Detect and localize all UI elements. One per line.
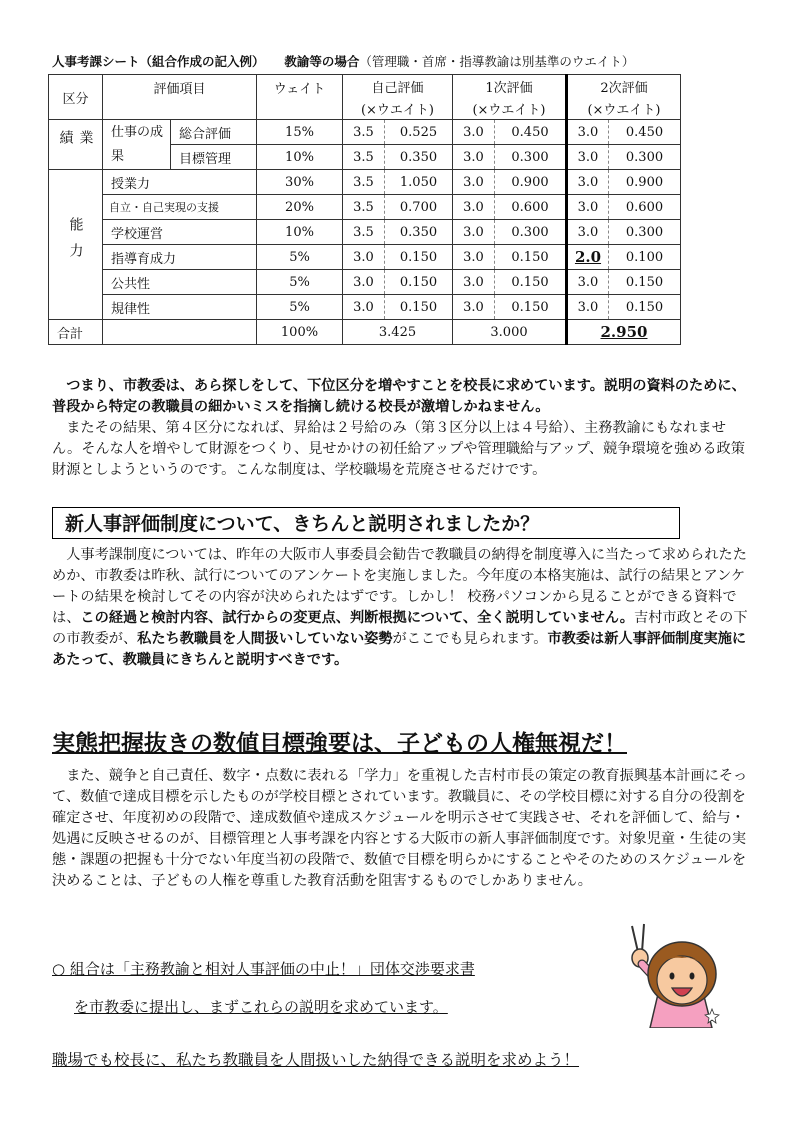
paragraph-2: 人事考課制度については、昨年の大阪市人事委員会勧告で教職員の納得を制度導入に当たって求められたためか、市教委は昨秋、試行についてのアンケートを実施しました。今年度の本格実施は、試行の結果とアンケートの結果を検討してその内容が決められたはずです。しかし！ 校務パソコンから見ることができる資料では、この経過と検討内容、試行からの変更点、判断根拠について、全く説明していません。吉村市政とその下の市教委が、私たち教職員を人間扱いしていない姿勢がここでも見られます。市教委は新人事評価制度実施にあたって、教職員にきちんと説明すべきです。	[52, 547, 748, 668]
total-label: 合計	[49, 320, 103, 345]
second-score: 3.0	[567, 145, 609, 170]
table-row	[49, 195, 681, 220]
second-score: 3.0	[567, 120, 609, 145]
group-work-results: 仕事の成果	[103, 120, 171, 170]
total-first: 3.000	[453, 320, 567, 345]
self-score: 3.5	[343, 170, 385, 195]
table-row	[49, 270, 681, 295]
row-weight: 15%	[257, 120, 343, 145]
self-weighted: 0.525	[385, 120, 453, 145]
table-row	[49, 120, 681, 145]
call-to-action: 職場でも校長に、私たち教職員を人間扱いした納得できる説明を求めよう！	[52, 1051, 580, 1069]
header-category: 区分	[49, 75, 103, 120]
self-score: 3.5	[343, 120, 385, 145]
first-weighted: 0.900	[495, 170, 567, 195]
table-row	[49, 295, 681, 320]
header-item: 評価項目	[103, 75, 257, 120]
first-weighted: 0.150	[495, 295, 567, 320]
second-score: 3.0	[567, 270, 609, 295]
self-weighted: 0.350	[385, 145, 453, 170]
first-score: 3.0	[453, 295, 495, 320]
second-weighted: 0.150	[609, 270, 681, 295]
row-weight: 20%	[257, 195, 343, 220]
paragraph-1-line-2: またその結果、第４区分になれば、昇給は２号給のみ（第３区分以上は４号給）、主務教諭にもなれません。そんな人を増やして財源をつくり、見せかけの初任給アップや管理職給与アップ、競争環境を強める政策財源としようというのです。こんな制度は、学校職場を荒廃させるだけです。	[52, 420, 745, 478]
second-weighted: 0.300	[609, 145, 681, 170]
self-weighted: 1.050	[385, 170, 453, 195]
union-announcement-1: ○ 組合は「主務教諭と相対人事評価の中止！」団体交渉要求書	[52, 960, 475, 978]
first-score: 3.0	[453, 145, 495, 170]
row-item: 指導育成力	[103, 245, 257, 270]
self-score: 3.0	[343, 245, 385, 270]
section-heading-1: 新人事評価制度について、きちんと説明されましたか？	[52, 507, 680, 539]
first-score: 3.0	[453, 220, 495, 245]
row-weight: 5%	[257, 245, 343, 270]
table-row	[49, 170, 681, 195]
table-row	[49, 220, 681, 245]
row-item: 自立・自己実現の支援	[103, 195, 257, 220]
table-row	[49, 245, 681, 270]
self-score: 3.0	[343, 270, 385, 295]
header-first: 1次評価	[453, 75, 567, 98]
header-self-weight: (×ウエイト)	[343, 97, 453, 120]
union-announcement-2: を市教委に提出し、まずこれらの説明を求めています。	[74, 998, 448, 1016]
first-weighted: 0.150	[495, 270, 567, 295]
total-weight: 100%	[257, 320, 343, 345]
second-score: 3.0	[567, 295, 609, 320]
second-weighted: 0.150	[609, 295, 681, 320]
row-item: 総合評価	[171, 120, 257, 145]
row-item: 目標管理	[171, 145, 257, 170]
self-score: 3.5	[343, 220, 385, 245]
group-performance: 業績	[49, 120, 103, 170]
second-weighted: 0.600	[609, 195, 681, 220]
first-score: 3.0	[453, 195, 495, 220]
total-self: 3.425	[343, 320, 453, 345]
first-score: 3.0	[453, 120, 495, 145]
row-item: 規律性	[103, 295, 257, 320]
row-weight: 5%	[257, 295, 343, 320]
paragraph-1	[52, 376, 752, 481]
header-second-weight: (×ウエイト)	[567, 97, 681, 120]
paragraph-1-line-1: つまり、市教委は、あら探しをして、下位区分を増やすことを校長に求めています。説明の資料のために、普段から特定の教職員の細かいミスを指摘し続ける校長が激増しかねません。	[52, 378, 746, 415]
row-item: 公共性	[103, 270, 257, 295]
header-self: 自己評価	[343, 75, 453, 98]
second-weighted: 0.100	[609, 245, 681, 270]
table-header-row	[49, 75, 681, 98]
sheet-caption: 人事考課シート（組合作成の記入例） 教諭等の場合（管理職・首席・指導教諭は別基準のウエイト）	[52, 54, 635, 69]
first-score: 3.0	[453, 270, 495, 295]
first-score: 3.0	[453, 170, 495, 195]
self-weighted: 0.150	[385, 270, 453, 295]
header-second: 2次評価	[567, 75, 681, 98]
section-heading-2: 実態把握抜きの数値目標強要は、子どもの人権無視だ！	[52, 731, 627, 757]
second-score: 3.0	[567, 170, 609, 195]
paragraph-3: また、競争と自己責任、数字・点数に表れる「学力」を重視した吉村市長の策定の教育振興基本計画にそって、数値で達成目標を示したものが学校目標とされています。教職員に、その学校目標に対する自分の役割を確定させ、年度初めの段階で、達成数値や達成スケジュールを明示させて実践させ、それを評価して、給与・処遇に反映させるのが、目標管理と人事考課を内容とする大阪市の新人事評価制度です。対象児童・生徒の実態・課題の把握も十分でない年度当初の段階で、数値で目標を明らかにすることやそのためのスケジュールを決めることは、子どもの人権を尊重した教育活動を阻害するものでしかありません。	[52, 768, 748, 889]
self-weighted: 0.700	[385, 195, 453, 220]
row-weight: 30%	[257, 170, 343, 195]
evaluation-table	[48, 74, 681, 345]
self-weighted: 0.150	[385, 295, 453, 320]
girl-illustration	[612, 918, 722, 1028]
first-weighted: 0.300	[495, 220, 567, 245]
group-ability: 能力	[49, 170, 103, 320]
second-weighted: 0.450	[609, 120, 681, 145]
second-weighted: 0.300	[609, 220, 681, 245]
self-score: 3.5	[343, 145, 385, 170]
row-weight: 10%	[257, 220, 343, 245]
header-first-weight: (×ウエイト)	[453, 97, 567, 120]
self-weighted: 0.150	[385, 245, 453, 270]
second-score: 3.0	[567, 220, 609, 245]
row-item: 授業力	[103, 170, 257, 195]
second-score: 3.0	[567, 195, 609, 220]
row-weight: 5%	[257, 270, 343, 295]
header-weight: ウェイト	[257, 75, 343, 120]
total-row	[49, 320, 681, 345]
second-score-lowered: 2.0	[567, 245, 609, 270]
first-weighted: 0.150	[495, 245, 567, 270]
self-weighted: 0.350	[385, 220, 453, 245]
first-score: 3.0	[453, 245, 495, 270]
first-weighted: 0.600	[495, 195, 567, 220]
first-weighted: 0.450	[495, 120, 567, 145]
self-score: 3.0	[343, 295, 385, 320]
total-second: 2.950	[567, 320, 681, 345]
row-weight: 10%	[257, 145, 343, 170]
first-weighted: 0.300	[495, 145, 567, 170]
self-score: 3.5	[343, 195, 385, 220]
row-item: 学校運営	[103, 220, 257, 245]
second-weighted: 0.900	[609, 170, 681, 195]
